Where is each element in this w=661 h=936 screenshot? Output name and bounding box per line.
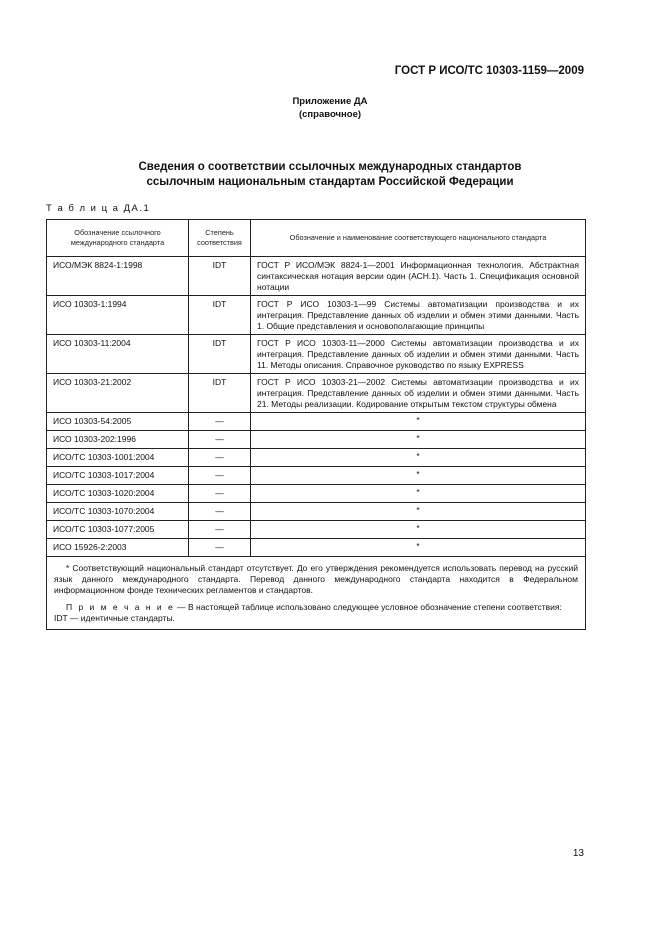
cell-ref: ИСО 10303-202:1996	[47, 431, 189, 449]
table-caption: Т а б л и ц а ДА.1	[46, 203, 151, 214]
cell-degree: —	[189, 503, 251, 521]
section-title-line1: Сведения о соответствии ссылочных международных стандартов	[138, 161, 522, 173]
table-row	[47, 296, 586, 335]
document-code: ГОСТ Р ИСО/ТС 10303-1159—2009	[394, 65, 584, 77]
cell-degree: IDT	[189, 296, 251, 335]
table-footnote-cell	[47, 557, 586, 630]
cell-degree: IDT	[189, 257, 251, 296]
table-row	[47, 485, 586, 503]
table-row	[47, 521, 586, 539]
table-footnote-row	[47, 557, 586, 630]
cell-ref: ИСО 10303-11:2004	[47, 335, 189, 374]
section-title-line2: ссылочным национальным стандартам Российской Федерации	[146, 176, 514, 188]
cell-degree: —	[189, 413, 251, 431]
cell-ref: ИСО/МЭК 8824-1:1998	[47, 257, 189, 296]
table-row	[47, 449, 586, 467]
header-degree: Степень соответствия	[189, 220, 251, 257]
appendix-subtitle: (справочное)	[298, 109, 362, 120]
cell-national: *	[251, 539, 586, 557]
appendix-heading	[180, 95, 480, 121]
cell-degree: IDT	[189, 335, 251, 374]
cell-national: *	[251, 521, 586, 539]
cell-ref: ИСО/ТС 10303-1070:2004	[47, 503, 189, 521]
cell-national: *	[251, 467, 586, 485]
cell-degree: IDT	[189, 374, 251, 413]
correspondence-table	[46, 219, 586, 630]
table-row	[47, 431, 586, 449]
page-number: 13	[572, 848, 584, 859]
table-row	[47, 257, 586, 296]
cell-ref: ИСО/ТС 10303-1017:2004	[47, 467, 189, 485]
cell-degree: —	[189, 431, 251, 449]
header-ref: Обозначение ссылочного международного стандарта	[47, 220, 189, 257]
cell-national: ГОСТ Р ИСО/МЭК 8824-1—2001 Информационная технология. Абстрактная синтаксическая нотация версии один (АСН.1). Часть 1. Спецификация основной нотации	[251, 257, 586, 296]
cell-national: *	[251, 431, 586, 449]
cell-ref: ИСО/ТС 10303-1077:2005	[47, 521, 189, 539]
appendix-title: Приложение ДА	[292, 96, 368, 107]
cell-degree: —	[189, 485, 251, 503]
section-title	[70, 160, 590, 190]
cell-national: *	[251, 449, 586, 467]
cell-ref: ИСО 10303-54:2005	[47, 413, 189, 431]
cell-ref: ИСО/ТС 10303-1020:2004	[47, 485, 189, 503]
note-item: IDT — идентичные стандарты.	[54, 613, 175, 623]
header-national: Обозначение и наименование соответствующего национального стандарта	[251, 220, 586, 257]
cell-national: ГОСТ Р ИСО 10303-1—99 Системы автоматизации производства и их интеграция. Представление данных об изделии и обмен этими данными. Часть 1. Общие представления и основополагающие принципы	[251, 296, 586, 335]
cell-national: ГОСТ Р ИСО 10303-11—2000 Системы автоматизации производства и их интеграция. Представление данных об изделии и обмен этими данными. Часть 11. Методы описания. Справочное руководство по языку EXPRESS	[251, 335, 586, 374]
cell-national: *	[251, 503, 586, 521]
cell-national: *	[251, 413, 586, 431]
cell-ref: ИСО/ТС 10303-1001:2004	[47, 449, 189, 467]
cell-ref: ИСО 15926-2:2003	[47, 539, 189, 557]
table-row	[47, 413, 586, 431]
cell-degree: —	[189, 449, 251, 467]
table-row	[47, 467, 586, 485]
cell-degree: —	[189, 521, 251, 539]
note-label: П р и м е ч а н и е	[66, 602, 175, 612]
table-row	[47, 374, 586, 413]
table-row	[47, 539, 586, 557]
table-header-row	[47, 220, 586, 257]
cell-degree: —	[189, 467, 251, 485]
cell-national: ГОСТ Р ИСО 10303-21—2002 Системы автоматизации производства и их интеграция. Представление данных об изделии и обмен этими данными. Часть 21. Методы реализации. Кодирование открытым текстом структуры обмена	[251, 374, 586, 413]
cell-degree: —	[189, 539, 251, 557]
note-text: — В настоящей таблице использовано следующее условное обозначение степени соответствия:	[174, 602, 562, 612]
table-row	[47, 503, 586, 521]
cell-ref: ИСО 10303-1:1994	[47, 296, 189, 335]
footnote-text: * Соответствующий национальный стандарт отсутствует. До его утверждения рекомендуется использовать перевод на русский язык данного международного стандарта. Перевод данного международного стандарта находится в Федеральном информационном фонде технических регламентов и стандартов.	[54, 563, 578, 595]
note-paragraph	[54, 602, 578, 613]
cell-ref: ИСО 10303-21:2002	[47, 374, 189, 413]
cell-national: *	[251, 485, 586, 503]
table-row	[47, 335, 586, 374]
